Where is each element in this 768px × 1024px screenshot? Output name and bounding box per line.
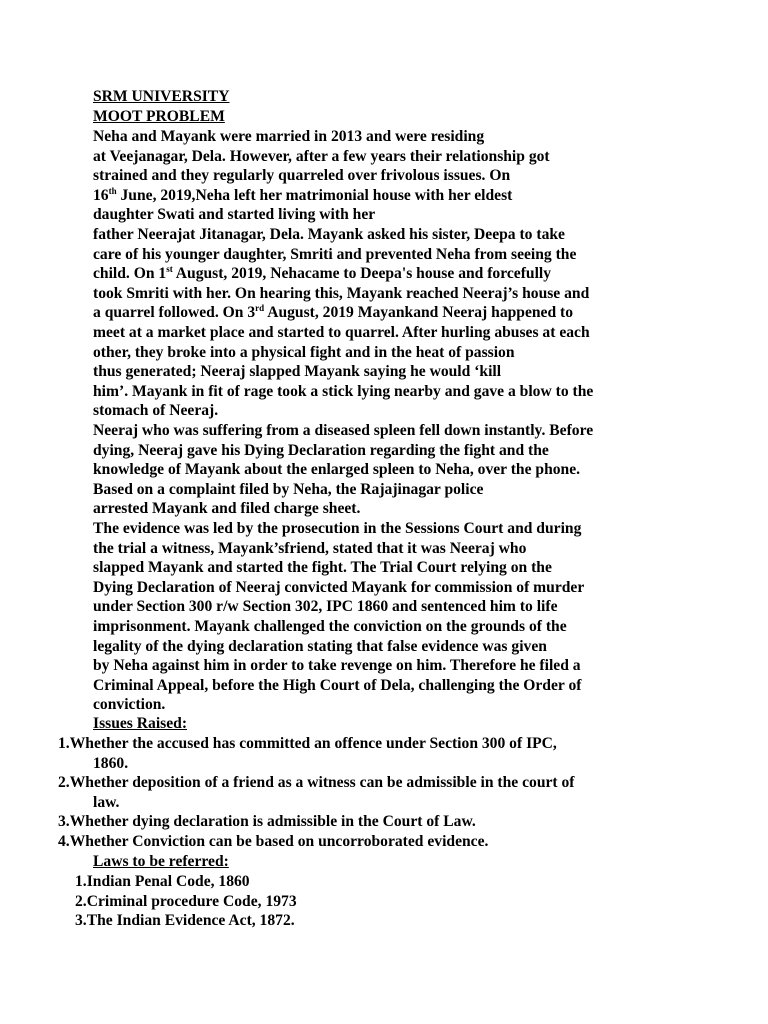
paragraph-line: conviction.	[93, 696, 166, 714]
paragraph-line: arrested Mayank and filed charge sheet.	[93, 500, 361, 518]
paragraph-line: the trial a witness, Mayank’sfriend, stated that it was Neeraj who	[93, 539, 527, 557]
paragraph-line: legality of the dying declaration stating that false evidence was given	[93, 637, 547, 655]
issue-item	[58, 833, 488, 851]
issue-number: 1.	[58, 735, 70, 752]
paragraph-line: thus generated; Neeraj slapped Mayank saying he would ‘kill	[93, 363, 502, 381]
paragraph-line: a quarrel followed. On 3rd August, 2019 Mayankand Neeraj happened to	[93, 303, 574, 322]
law-text: The Indian Evidence Act, 1872.	[86, 912, 295, 930]
paragraph-line: at Veejanagar, Dela. However, after a few years their relationship got	[93, 147, 550, 165]
paragraph-line: strained and they regularly quarreled over frivolous issues. On	[93, 167, 511, 185]
paragraph-line: knowledge of Mayank about the enlarged spleen to Neha, over the phone.	[93, 461, 581, 479]
issues-heading: Issues Raised:	[93, 715, 188, 732]
issue-item	[58, 813, 476, 831]
paragraph-line: Dying Declaration of Neeraj convicted Mayank for commission of murder	[93, 578, 585, 596]
issue-text-continuation: law.	[93, 793, 120, 811]
law-item	[75, 912, 295, 930]
paragraph-line: meet at a market place and started to quarrel. After hurling abuses at each	[93, 324, 590, 341]
law-number: 1.	[75, 873, 87, 890]
paragraph-line: stomach of Neeraj.	[93, 402, 219, 420]
paragraph-line: by Neha against him in order to take revenge on him. Therefore he filed a	[93, 657, 581, 675]
paragraph-line: 16th June, 2019,Neha left her matrimonial house with her eldest	[93, 185, 513, 204]
law-text: Indian Penal Code, 1860	[86, 873, 250, 890]
paragraph-line: care of his younger daughter, Smriti and prevented Neha from seeing the	[93, 245, 577, 263]
paragraph-line: under Section 300 r/w Section 302, IPC 1860 and sentenced him to life	[93, 598, 558, 616]
paragraph-line: The evidence was led by the prosecution in the Sessions Court and during	[93, 520, 582, 537]
paragraph-line: dying, Neeraj gave his Dying Declaration regarding the fight and the	[93, 441, 549, 459]
issue-number: 2.	[58, 774, 70, 791]
law-item	[75, 873, 250, 891]
issue-number: 4.	[58, 833, 70, 850]
issue-text: Whether deposition of a friend as a witness can be admissible in the court of	[69, 774, 575, 791]
university-heading: SRM UNIVERSITY	[93, 88, 230, 105]
paragraph-line: Criminal Appeal, before the High Court of Dela, challenging the Order of	[93, 676, 582, 694]
paragraph-line: daughter Swati and started living with her	[93, 206, 376, 224]
law-number: 2.	[75, 892, 87, 910]
paragraph-line: father Neerajat Jitanagar, Dela. Mayank asked his sister, Deepa to take	[93, 226, 565, 243]
paragraph-line: child. On 1st August, 2019, Nehacame to Deepa's house and forcefully	[93, 264, 552, 283]
issue-text: Whether dying declaration is admissible in the Court of Law.	[69, 813, 476, 830]
issue-text-continuation: 1860.	[93, 754, 129, 772]
moot-problem-title: MOOT PROBLEM	[93, 108, 225, 125]
paragraph-line: Neeraj who was suffering from a diseased spleen fell down instantly. Before	[93, 422, 594, 439]
paragraph-line: him’. Mayank in fit of rage took a stick lying nearby and gave a blow to the	[93, 382, 594, 400]
law-text: Criminal procedure Code, 1973	[86, 892, 297, 910]
paragraph-line: imprisonment. Mayank challenged the conviction on the grounds of the	[93, 618, 567, 635]
law-item	[75, 893, 297, 911]
issue-number: 3.	[58, 813, 70, 830]
law-number: 3.	[75, 912, 87, 930]
paragraph-line: Neha and Mayank were married in 2013 and were residing	[93, 128, 485, 145]
issue-item	[58, 735, 557, 753]
issue-text: Whether the accused has committed an offence under Section 300 of IPC,	[69, 735, 557, 752]
laws-heading: Laws to be referred:	[93, 853, 229, 870]
paragraph-line: other, they broke into a physical fight and in the heat of passion	[93, 343, 515, 361]
paragraph-line: slapped Mayank and started the fight. The Trial Court relying on the	[93, 559, 552, 577]
issue-text: Whether Conviction can be based on uncorroborated evidence.	[69, 833, 489, 850]
issue-item	[58, 774, 575, 792]
paragraph-line: Based on a complaint filed by Neha, the Rajajinagar police	[93, 480, 484, 498]
paragraph-line: took Smriti with her. On hearing this, Mayank reached Neeraj’s house and	[93, 284, 590, 302]
